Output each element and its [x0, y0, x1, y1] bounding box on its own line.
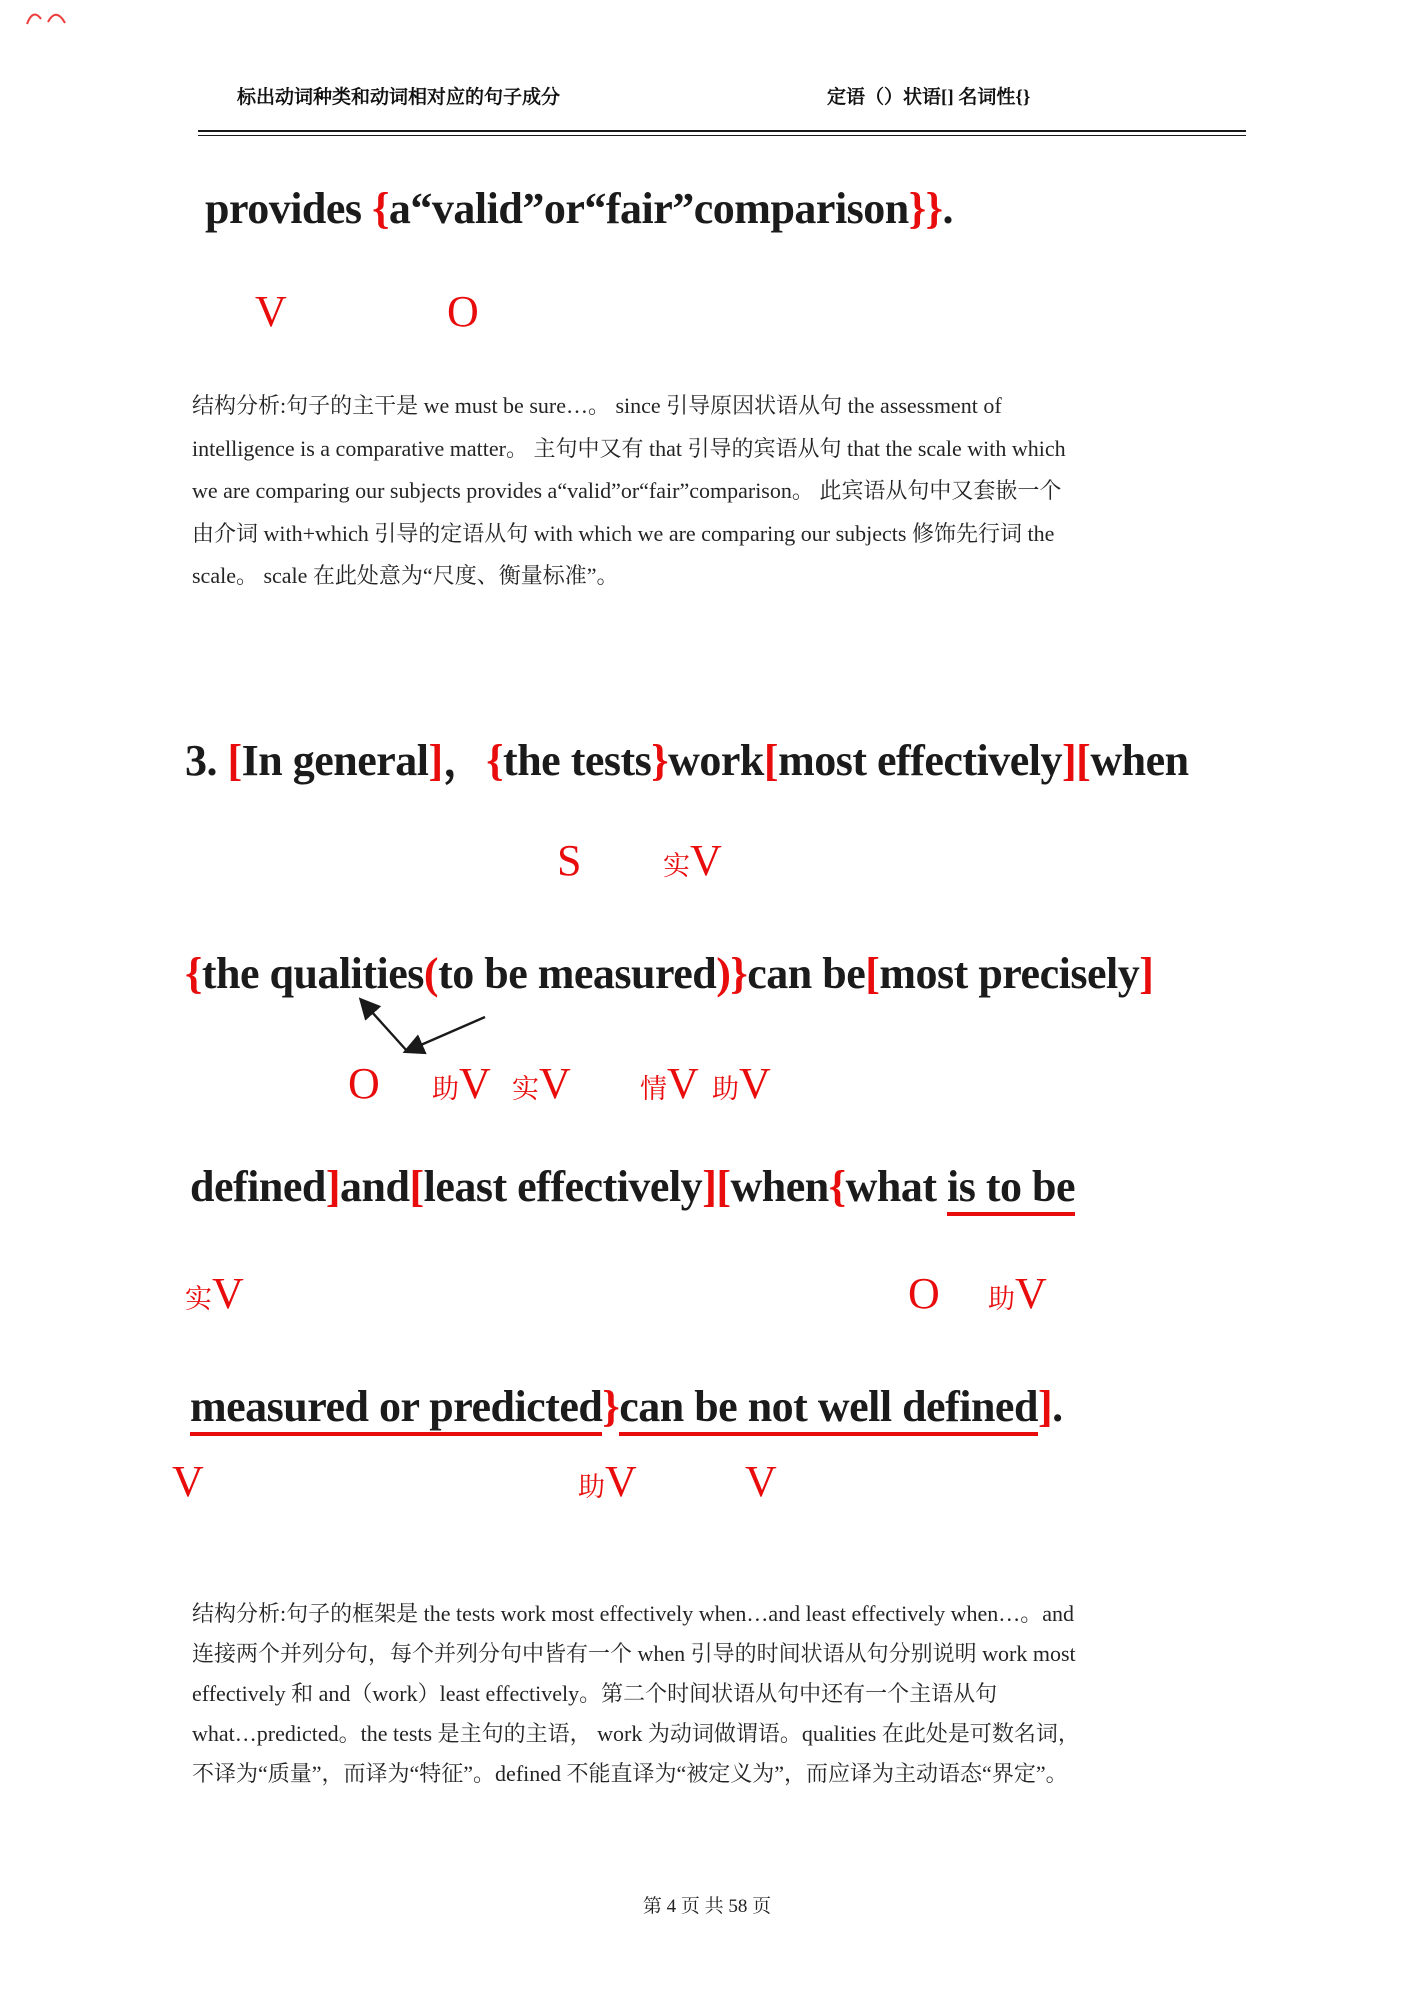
marker-letter: V — [605, 1457, 637, 1506]
marker-letter: O — [908, 1269, 940, 1318]
analysis-line: 结构分析:句子的主干是 we must be sure…。 since 引导原因状语从句 the assessment of — [192, 393, 1002, 418]
grammar-marker — [712, 1059, 771, 1108]
text-segment: to be measured — [438, 949, 717, 998]
grammar-marker — [172, 1457, 204, 1506]
text-segment: the qualities — [201, 949, 424, 998]
text-segment: ] — [325, 1162, 341, 1211]
text-segment: } — [602, 1382, 620, 1431]
analysis-line: 不译为“质量”，而译为“特征”。defined 不能直译为“被定义为”，而应译为主动语态“界定”。 — [192, 1761, 1068, 1786]
analysis-line: we are comparing our subjects provides a“valid”or“fair”comparison。 此宾语从句中又套嵌一个 — [192, 478, 1062, 503]
page-number: 第 4 页 共 58 页 — [642, 1896, 772, 1917]
grammar-marker — [988, 1269, 1047, 1318]
marker-letter: V — [745, 1457, 777, 1506]
text-segment: } — [651, 736, 669, 785]
corner-mark — [22, 3, 74, 31]
text-segment: a“valid”or“fair”comparison — [388, 184, 909, 233]
header-instruction: 标出动词种类和动词相对应的句子成分 — [237, 87, 561, 108]
text-segment: when — [1090, 736, 1189, 785]
marker-letter: V — [539, 1059, 571, 1108]
analysis-line: scale。 scale 在此处意为“尺度、衡量标准”。 — [192, 563, 619, 588]
marker-prefix: 助 — [712, 1074, 739, 1104]
text-segment: work — [668, 736, 764, 785]
text-segment: can be — [747, 949, 866, 998]
text-segment: [ — [763, 736, 779, 785]
text-segment: and — [340, 1162, 410, 1211]
sentence3-line1 — [185, 735, 1189, 787]
text-segment: ， — [442, 736, 487, 785]
text-segment: { — [828, 1162, 846, 1211]
grammar-marker — [447, 287, 479, 336]
marker-letter: V — [212, 1269, 244, 1318]
text-segment: most precisely — [879, 949, 1140, 998]
marker-letter: S — [557, 836, 582, 885]
grammar-marker — [640, 1059, 699, 1108]
grammar-marker — [557, 836, 582, 885]
text-segment: least effectively — [423, 1162, 703, 1211]
text-segment: what — [845, 1162, 947, 1211]
sentence3-line4 — [190, 1381, 1063, 1433]
grammar-marker — [908, 1269, 940, 1318]
marker-letter: O — [348, 1059, 380, 1108]
text-segment: . — [1052, 1382, 1063, 1431]
marker-letter: V — [667, 1059, 699, 1108]
grammar-marker — [255, 287, 287, 336]
structure-analysis-1 — [192, 385, 1066, 598]
grammar-marker — [185, 1269, 244, 1318]
marker-letter: V — [690, 836, 722, 885]
marker-prefix: 情 — [640, 1074, 667, 1104]
annotation-arrows — [330, 985, 510, 1065]
marker-letter: V — [172, 1457, 204, 1506]
header-legend: 定语（）状语[] 名词性{} — [827, 87, 1031, 108]
text-segment: In general — [241, 736, 429, 785]
text-segment: provides — [205, 184, 373, 233]
text-segment: { — [372, 184, 389, 233]
grammar-marker — [578, 1457, 637, 1506]
text-segment: ][ — [702, 1162, 731, 1211]
text-segment: )} — [716, 949, 748, 998]
analysis-line: 由介词 with+which 引导的定语从句 with which we are comparing our subjects 修饰先行词 the — [192, 520, 1055, 546]
header-rule-bottom — [198, 135, 1246, 136]
text-segment: [ — [865, 949, 880, 998]
text-segment: can be not well defined — [619, 1382, 1038, 1436]
grammar-marker — [663, 836, 722, 885]
analysis-line: 结构分析:句子的框架是 the tests work most effectively when…and least effectively when…。and — [192, 1601, 1075, 1626]
marker-prefix: 助 — [988, 1284, 1015, 1314]
marker-prefix: 实 — [512, 1074, 539, 1104]
analysis-line: effectively 和 and（work）least effectively。第二个时间状语从句中还有一个主语从句 — [192, 1681, 998, 1706]
text-segment: 3. — [185, 736, 228, 785]
text-segment: ] — [1139, 949, 1154, 998]
text-segment: the tests — [503, 736, 652, 785]
analysis-line: intelligence is a comparative matter。 主句中又有 that 引导的宾语从句 that the scale with which — [192, 435, 1066, 461]
analysis-line: what…predicted。the tests 是主句的主语， work 为动词做谓语。qualities 在此处是可数名词， — [192, 1721, 1080, 1746]
text-segment: most effectively — [778, 736, 1063, 785]
text-segment: when — [730, 1162, 829, 1211]
analysis-line: 连接两个并列分句，每个并列分句中皆有一个 when 引导的时间状语从句分别说明 work most — [192, 1641, 1076, 1666]
grammar-marker — [432, 1059, 491, 1108]
grammar-marker — [745, 1457, 777, 1506]
text-segment: { — [486, 736, 504, 785]
marker-prefix: 实 — [663, 851, 690, 881]
text-segment: }} — [908, 184, 943, 233]
text-segment: is to be — [947, 1162, 1075, 1216]
text-segment: ( — [423, 949, 439, 998]
text-segment: [ — [409, 1162, 424, 1211]
structure-analysis-2 — [192, 1594, 1080, 1794]
text-segment: [ — [227, 736, 242, 785]
sentence3-line3 — [190, 1161, 1075, 1213]
sentence2-continuation — [205, 183, 953, 235]
text-segment: measured or predicted — [190, 1382, 602, 1436]
header-rule-top — [198, 130, 1246, 132]
grammar-marker — [512, 1059, 571, 1108]
text-segment: ][ — [1062, 736, 1091, 785]
marker-letter: O — [447, 287, 479, 336]
marker-prefix: 助 — [578, 1472, 605, 1502]
marker-letter: V — [255, 287, 287, 336]
marker-letter: V — [1015, 1269, 1047, 1318]
marker-prefix: 实 — [185, 1284, 212, 1314]
text-segment: . — [942, 184, 953, 233]
marker-prefix: 助 — [432, 1074, 459, 1104]
marker-letter: V — [459, 1059, 491, 1108]
text-segment: { — [185, 949, 202, 998]
text-segment: ] — [428, 736, 443, 785]
grammar-marker — [348, 1059, 380, 1108]
text-segment: ] — [1037, 1382, 1053, 1431]
marker-letter: V — [739, 1059, 771, 1108]
text-segment: defined — [190, 1162, 326, 1211]
